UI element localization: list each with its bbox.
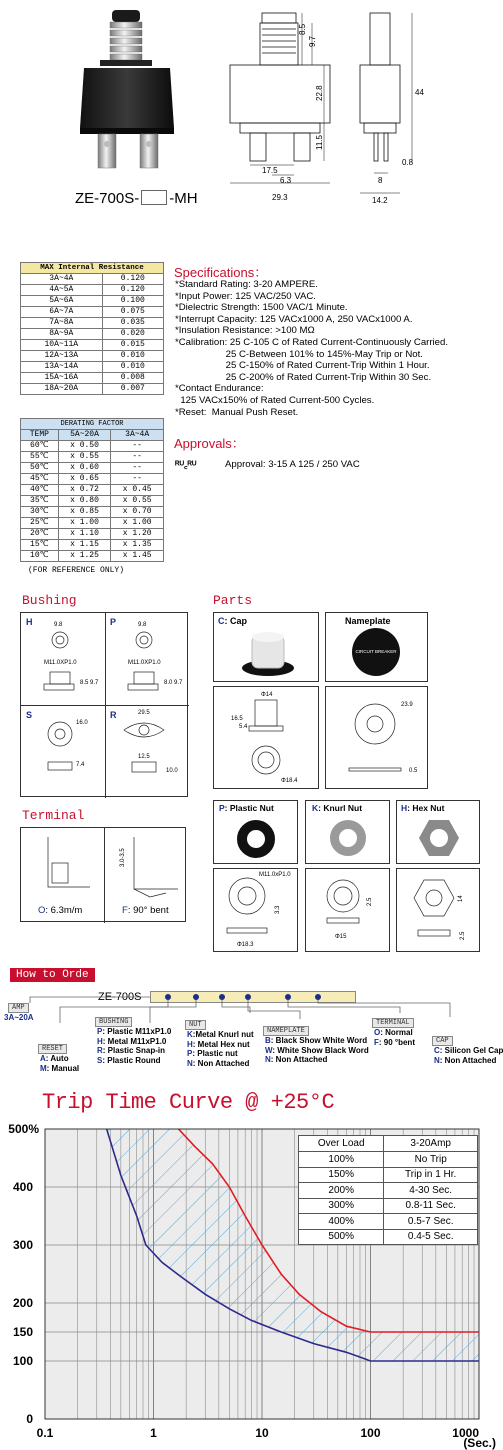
resistance-range: 18A~20A [21, 384, 103, 395]
plate-drawing [325, 686, 428, 789]
x-axis-unit: (Sec.) [463, 1436, 496, 1450]
derating-temp: 15℃ [21, 540, 59, 551]
cap-drawing [213, 686, 319, 789]
bushing-h-dim2: M11.0XP1.0 [44, 660, 77, 666]
dim-11-5: 11.5 [315, 135, 324, 150]
plate-dim2: 0.5 [409, 768, 418, 774]
nameplate-photo [352, 628, 400, 676]
bushing-r-dim1: 29.5 [138, 710, 150, 716]
chart-title: Trip Time Curve @ +25°C [42, 1090, 335, 1115]
derating-row [21, 540, 164, 551]
bushing-p-dim4: 9.7 [174, 680, 183, 686]
trip-overload: 500% [299, 1229, 384, 1245]
derating-row [21, 507, 164, 518]
cap-dim3: 5.4 [239, 724, 248, 730]
trip-table-row [299, 1183, 478, 1199]
resistance-range: 7A~8A [21, 318, 103, 329]
y-tick-label: 500% [8, 1122, 39, 1136]
bushing-code-s: S [26, 710, 33, 720]
derating-3a4a: -- [111, 452, 164, 463]
order-connectors [0, 985, 500, 1025]
derating-row [21, 485, 164, 496]
order-option-text: : Metal M11xP1.0 [102, 1036, 167, 1046]
approval-text: Approval: 3-15 A 125 / 250 VAC [225, 459, 360, 470]
resistance-row [21, 307, 164, 318]
derating-3a4a: -- [111, 463, 164, 474]
resistance-value: 0.100 [102, 296, 163, 307]
hex-nut-label [401, 803, 444, 813]
dim-44: 44 [415, 88, 424, 97]
plastic-nut-dim3: Φ18.3 [237, 942, 254, 948]
order-option-text: : Silicon Gel Cap [439, 1046, 503, 1055]
y-tick-label: 400 [12, 1180, 33, 1194]
spec-line: *Reset: Manual Push Reset. [175, 406, 299, 418]
dim-8: 8 [378, 176, 383, 185]
resistance-value: 0.007 [102, 384, 163, 395]
resistance-range: 12A~13A [21, 351, 103, 362]
plastic-nut-dim2: 3.3 [275, 905, 281, 914]
trip-time: 0.8-11 Sec. [384, 1198, 478, 1214]
knurl-nut-label [312, 803, 362, 813]
order-option [187, 1049, 238, 1058]
resistance-range: 8A~9A [21, 329, 103, 340]
derating-row [21, 463, 164, 474]
terminal-heading: Terminal [22, 808, 85, 823]
resistance-value: 0.035 [102, 318, 163, 329]
model-prefix: ZE-700S- [75, 190, 140, 207]
hex-nut-photo [418, 818, 460, 858]
order-option-text: : Non Attached [439, 1055, 497, 1065]
bushing-p-dim2: M11.0XP1.0 [128, 660, 161, 666]
terminal-f-dim: 3.0-3.5 [120, 848, 126, 867]
order-group-title: TERMINAL [372, 1018, 414, 1028]
hex-nut-dim2: 2.5 [460, 931, 466, 940]
order-option-code: C [434, 1046, 440, 1055]
dim-8-5: 8.5 [298, 23, 307, 35]
resistance-value: 0.075 [102, 307, 163, 318]
knurl-nut-code: K [312, 803, 319, 813]
bushing-drawings [20, 612, 188, 797]
ul-logo-icon: ᴿᵁ꜀ᴿᵁ [175, 460, 197, 471]
order-option-text: : 90 °bent [378, 1037, 415, 1047]
hex-nut-dim1: 14 [458, 895, 464, 902]
derating-row [21, 474, 164, 485]
order-option-code: W [265, 1045, 273, 1055]
trip-overload: 150% [299, 1167, 384, 1183]
plastic-nut-drawing [213, 868, 298, 952]
bushing-code-p: P [110, 617, 117, 627]
trip-table [298, 1135, 478, 1245]
resistance-value: 0.015 [102, 340, 163, 351]
approvals-heading: Approvals： [174, 436, 245, 451]
parts-heading: Parts [213, 593, 253, 608]
y-tick-label: 150 [12, 1325, 33, 1339]
resistance-range: 15A~16A [21, 373, 103, 384]
trip-overload: 100% [299, 1152, 384, 1168]
front-drawing [222, 5, 340, 205]
derating-5a20a: x 0.85 [58, 507, 111, 518]
x-tick-label: 100 [360, 1426, 381, 1440]
derating-3a4a: -- [111, 441, 164, 452]
resistance-value: 0.010 [102, 351, 163, 362]
dim-14-2: 14.2 [372, 196, 388, 205]
order-option-code: F [374, 1037, 379, 1047]
order-group-title: RESET [38, 1044, 67, 1054]
resistance-range: 13A~14A [21, 362, 103, 373]
resistance-row [21, 285, 164, 296]
bushing-heading: Bushing [22, 593, 77, 608]
dim-6-3: 6.3 [280, 176, 292, 185]
spec-line: *Insulation Resistance: >100 MΩ [175, 325, 315, 337]
derating-3a4a: x 0.70 [111, 507, 164, 518]
nameplate-label: Nameplate [345, 616, 391, 626]
derating-5a20a: x 0.72 [58, 485, 111, 496]
plate-dim1: 23.9 [401, 702, 413, 708]
dim-0-8: 0.8 [402, 158, 414, 167]
derating-3a4a: -- [111, 474, 164, 485]
order-option [40, 1064, 79, 1073]
trip-time: 0.4-5 Sec. [384, 1229, 478, 1245]
derating-row [21, 452, 164, 463]
dim-22-8: 22.8 [315, 85, 324, 101]
spec-line: *Standard Rating: 3-20 AMPERE. [175, 279, 318, 290]
order-option [374, 1028, 413, 1037]
terminal-f-text: : 90° bent [127, 905, 169, 916]
derating-temp: 10℃ [21, 551, 59, 562]
resistance-title: MAX Internal Resistance [21, 263, 164, 274]
knurl-nut-drawing [305, 868, 390, 952]
nameplate-text: CIRCUIT BREAKER [355, 649, 397, 654]
terminal-o-code: O [38, 905, 46, 916]
resistance-range: 10A~11A [21, 340, 103, 351]
bushing-s-dim1: 16.0 [76, 720, 88, 726]
order-option-code: M [40, 1063, 47, 1073]
resistance-range: 3A~4A [21, 274, 103, 285]
x-tick-label: 0.1 [36, 1426, 54, 1440]
order-option-text: :Metal Knurl nut [192, 1030, 254, 1039]
derating-temp: 25℃ [21, 518, 59, 529]
order-option-text: : Plastic Round [102, 1055, 161, 1065]
resistance-value: 0.008 [102, 373, 163, 384]
derating-temp: 30℃ [21, 507, 59, 518]
hex-nut-text: : Hex Nut [407, 803, 445, 813]
resistance-row [21, 318, 164, 329]
model-blank-box [141, 190, 167, 205]
y-tick-label: 100 [12, 1354, 33, 1368]
order-option-text: : Plastic nut [192, 1049, 238, 1058]
knurl-nut-photo [330, 820, 366, 856]
resistance-value: 0.020 [102, 329, 163, 340]
bushing-r-dim2: 12.5 [138, 754, 150, 760]
bushing-code-h: H [26, 617, 33, 627]
order-option-text: : Metal Hex nut [192, 1039, 250, 1049]
side-drawing [350, 5, 430, 205]
derating-3a4a: x 0.45 [111, 485, 164, 496]
trip-time: No Trip [384, 1152, 478, 1168]
derating-header-3a4a: 3A~4A [111, 430, 164, 441]
resistance-row [21, 274, 164, 285]
resistance-row [21, 296, 164, 307]
bushing-s-dim2: 7.4 [76, 762, 85, 768]
order-option-code: K [187, 1030, 193, 1039]
derating-header-5a20a: 5A~20A [58, 430, 111, 441]
derating-temp: 50℃ [21, 463, 59, 474]
order-option [40, 1054, 69, 1063]
resistance-row [21, 351, 164, 362]
derating-5a20a: x 1.00 [58, 518, 111, 529]
order-option-code: P [97, 1027, 103, 1036]
derating-temp: 45℃ [21, 474, 59, 485]
hex-nut-drawing [396, 868, 480, 952]
bushing-h-dim3: 8.5 [80, 680, 89, 686]
resistance-value: 0.010 [102, 362, 163, 373]
order-group-title: NUT [185, 1020, 206, 1030]
trip-time: 0.5-7 Sec. [384, 1214, 478, 1230]
derating-title: DERATING FACTOR [21, 419, 164, 430]
derating-5a20a: x 1.15 [58, 540, 111, 551]
order-option [374, 1038, 415, 1047]
order-option [265, 1046, 369, 1055]
order-option-text: : Manual [46, 1063, 80, 1073]
derating-3a4a: x 1.00 [111, 518, 164, 529]
derating-5a20a: x 0.65 [58, 474, 111, 485]
cap-label-text: : Cap [224, 616, 247, 626]
spec-line: *Calibration: 25 C-105 C of Rated Current-Continuously Carried. [175, 337, 449, 348]
spec-line: 25 C-200% of Rated Current-Trip Within 30 Sec. [175, 371, 432, 383]
resistance-row [21, 340, 164, 351]
dim-29-3: 29.3 [272, 193, 288, 202]
derating-3a4a: x 1.35 [111, 540, 164, 551]
x-tick-label: 1 [150, 1426, 157, 1440]
order-heading: How to Orde [10, 968, 95, 982]
resistance-row [21, 373, 164, 384]
terminal-f-label [122, 905, 169, 916]
order-group-title: BUSHING [95, 1017, 132, 1027]
resistance-range: 4A~5A [21, 285, 103, 296]
order-option-text: : Non Attached [270, 1055, 328, 1064]
derating-5a20a: x 0.80 [58, 496, 111, 507]
derating-row [21, 551, 164, 562]
order-option-text: : White Show Black Word [272, 1045, 369, 1055]
order-option-code: A [40, 1054, 46, 1063]
plastic-nut-label [219, 803, 274, 813]
order-option [97, 1056, 161, 1065]
cap-label [218, 616, 247, 626]
order-option-code: N [434, 1055, 440, 1065]
x-tick-label: 1000 [452, 1426, 479, 1440]
resistance-row [21, 384, 164, 395]
order-option [265, 1055, 327, 1064]
derating-temp: 35℃ [21, 496, 59, 507]
order-model: ZE-700S [98, 991, 142, 1003]
trip-overload: 300% [299, 1198, 384, 1214]
trip-overload: 200% [299, 1183, 384, 1199]
order-group-title: NAMEPLATE [263, 1026, 309, 1036]
cap-dim2: 16.5 [231, 716, 243, 722]
order-option-code: N [265, 1055, 271, 1064]
bushing-code-r: R [110, 710, 117, 720]
derating-header-temp: TEMP [21, 430, 59, 441]
trip-table-row [299, 1198, 478, 1214]
order-option-code: O [374, 1028, 381, 1037]
order-option-code: H [97, 1036, 103, 1046]
spec-line: *Interrupt Capacity: 125 VACx1000 A, 250 VACx1000 A. [175, 313, 413, 325]
order-option [4, 1013, 34, 1022]
resistance-value: 0.120 [102, 285, 163, 296]
trip-table-row [299, 1152, 478, 1168]
model-label [75, 190, 198, 207]
order-option-code: S [97, 1055, 103, 1065]
order-option [187, 1030, 254, 1039]
order-option-text: : Auto [45, 1054, 69, 1063]
terminal-f-code: F [122, 905, 128, 916]
order-option-text: : Plastic Snap-in [102, 1046, 166, 1055]
product-photo [70, 8, 185, 168]
derating-3a4a: x 1.20 [111, 529, 164, 540]
x-tick-label: 10 [255, 1426, 269, 1440]
bushing-h-dim1: 9.8 [54, 622, 63, 628]
trip-table-row [299, 1167, 478, 1183]
derating-temp: 20℃ [21, 529, 59, 540]
trip-overload: 400% [299, 1214, 384, 1230]
terminal-o-label [38, 905, 82, 916]
order-option-code: P [187, 1049, 193, 1058]
trip-time: Trip in 1 Hr. [384, 1167, 478, 1183]
order-option [265, 1036, 367, 1045]
knurl-nut-text: : Knurl Nut [318, 803, 363, 813]
trip-table-header-amp: 3-20Amp [384, 1136, 478, 1152]
order-option-text: : Non Attached [192, 1058, 250, 1068]
order-option-code: B [265, 1036, 271, 1045]
derating-temp: 55℃ [21, 452, 59, 463]
order-group-title: AMP [8, 1003, 29, 1013]
bushing-p-dim1: 9.8 [138, 622, 147, 628]
bushing-h-dim4: 9.7 [90, 680, 99, 686]
spec-line: *Input Power: 125 VAC/250 VAC. [175, 290, 316, 302]
order-option-code: R [97, 1046, 103, 1055]
bushing-r-dim3: 10.0 [166, 768, 178, 774]
order-option [187, 1059, 249, 1068]
plastic-nut-code: P [219, 803, 225, 813]
derating-temp: 40℃ [21, 485, 59, 496]
order-option [434, 1056, 496, 1065]
derating-row [21, 441, 164, 452]
derating-5a20a: x 1.25 [58, 551, 111, 562]
resistance-range: 6A~7A [21, 307, 103, 318]
trip-table-row [299, 1214, 478, 1230]
order-option-text: : Black Show White Word [270, 1036, 368, 1045]
order-option [97, 1037, 166, 1046]
cap-photo [238, 628, 298, 678]
order-option [434, 1046, 503, 1055]
plastic-nut-text: : Plastic Nut [224, 803, 274, 813]
model-suffix: -MH [169, 190, 198, 207]
derating-temp: 60℃ [21, 441, 59, 452]
order-option-text: : Plastic M11xP1.0 [102, 1027, 172, 1036]
spec-line: 25 C-Between 101% to 145%-May Trip or Not. [175, 348, 423, 360]
plastic-nut-dim1: M11.0xP1.0 [259, 872, 291, 878]
trip-time: 4-30 Sec. [384, 1183, 478, 1199]
plastic-nut-photo [237, 820, 275, 858]
derating-3a4a: x 0.55 [111, 496, 164, 507]
order-option-code: 3A~20A [4, 1013, 34, 1022]
derating-5a20a: x 0.50 [58, 441, 111, 452]
derating-table [20, 418, 164, 562]
derating-5a20a: x 0.55 [58, 452, 111, 463]
order-option [97, 1027, 171, 1036]
resistance-value: 0.120 [102, 274, 163, 285]
resistance-table [20, 262, 164, 395]
order-option [187, 1040, 250, 1049]
derating-5a20a: x 1.10 [58, 529, 111, 540]
derating-3a4a: x 1.45 [111, 551, 164, 562]
knurl-nut-dim2: Φ15 [335, 934, 347, 940]
trip-table-row [299, 1229, 478, 1245]
spec-line: *Contact Endurance: [175, 383, 264, 395]
spec-line: 125 VACx150% of Rated Current-500 Cycles. [175, 395, 375, 406]
y-tick-label: 200 [12, 1296, 33, 1310]
derating-row [21, 496, 164, 507]
cap-dim4: Φ18.4 [281, 778, 298, 784]
cap-code: C [218, 616, 225, 626]
order-option [97, 1046, 165, 1055]
terminal-o-text: : 6.3m/m [45, 905, 83, 916]
order-option-code: H [187, 1039, 193, 1049]
order-option-text: : Normal [380, 1028, 413, 1037]
order-group-title: CAP [432, 1036, 453, 1046]
specs-heading: Specifications： [174, 265, 268, 280]
trip-table-header-overload: Over Load [299, 1136, 384, 1152]
y-tick-label: 0 [26, 1412, 33, 1426]
derating-row [21, 518, 164, 529]
knurl-nut-dim1: 2.5 [367, 897, 373, 906]
bushing-p-dim3: 8.0 [164, 680, 173, 686]
order-option-code: N [187, 1058, 193, 1068]
resistance-row [21, 362, 164, 373]
cap-dim1: Φ14 [261, 692, 273, 698]
dim-17-5: 17.5 [262, 166, 278, 175]
resistance-range: 5A~6A [21, 296, 103, 307]
spec-line: 25 C-150% of Rated Current-Trip Within 1 Hour. [175, 360, 430, 372]
dim-9-7: 9.7 [308, 35, 317, 47]
derating-5a20a: x 0.60 [58, 463, 111, 474]
y-tick-label: 300 [12, 1238, 33, 1252]
spec-line: *Dielectric Strength: 1500 VAC/1 Minute. [175, 302, 348, 314]
derating-note: (FOR REFERENCE ONLY) [28, 566, 125, 575]
resistance-row [21, 329, 164, 340]
derating-row [21, 529, 164, 540]
hex-nut-code: H [401, 803, 408, 813]
